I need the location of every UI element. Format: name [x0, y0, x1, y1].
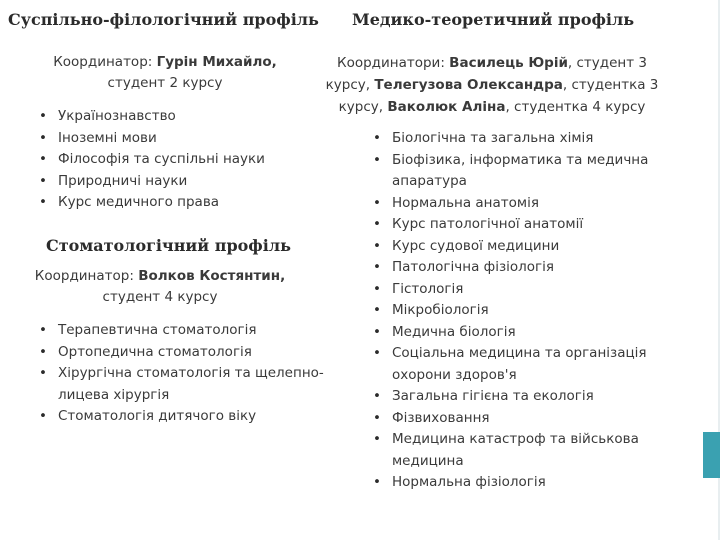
list-item: • Фізвиховання — [370, 408, 670, 430]
coordinator-name: Волков Костянтин, — [138, 268, 286, 284]
list-item: • Нормальна анатомія — [370, 193, 670, 215]
list-item: • Курс патологічної анатомії — [370, 214, 670, 236]
heading-dental-profile: Стоматологічний профіль — [46, 236, 291, 255]
coordinator-name: Гурін Михайло, — [156, 54, 277, 70]
list-item: • Загальна гігієна та екологія — [370, 386, 670, 408]
list-item: • Патологічна фізіологія — [370, 257, 670, 279]
coordinator-prefix: Координатор: — [34, 268, 139, 284]
list-item: • Соціальна медицина та організація охорони здоров'я — [370, 343, 670, 386]
coordinators-medical-theory — [314, 52, 670, 118]
list-item: • Українознавство — [36, 106, 316, 128]
list-item: • Нормальна фізіологія — [370, 472, 670, 494]
coordinator-name: Телегузова Олександра — [374, 77, 563, 93]
list-item: • Медична біологія — [370, 322, 670, 344]
list-item: • Філософія та суспільні науки — [36, 149, 316, 171]
heading-medical-theory-profile: Медико-теоретичний профіль — [352, 10, 635, 29]
accent-bar — [703, 432, 720, 478]
list-item: • Мікробіологія — [370, 300, 670, 322]
coordinator-year: студент 2 курсу — [107, 75, 223, 91]
list-item: • Терапевтична стоматологія — [36, 320, 346, 342]
list-item: • Природничі науки — [36, 171, 316, 193]
coordinator-name: Василець Юрій — [449, 55, 568, 71]
list-item: • Ортопедична стоматологія — [36, 342, 346, 364]
coordinator-role: , студент 3 курсу, — [325, 55, 647, 93]
philology-subject-list — [36, 106, 316, 214]
list-item: • Хірургічна стоматологія та щелепно-лицева хірургія — [36, 363, 346, 406]
heading-philology-profile: Суспільно-філологічний профіль — [8, 10, 319, 29]
dental-subject-list — [36, 320, 346, 428]
coordinator-role: , студентка 3 курсу, — [338, 77, 659, 115]
coordinators-prefix: Координатори: — [336, 55, 450, 71]
coordinator-role: , студентка 4 курсу — [505, 99, 646, 115]
list-item: • Медицина катастроф та військова медицина — [370, 429, 670, 472]
coordinator-name: Ваколюк Аліна — [387, 99, 506, 115]
list-item: • Курс судової медицини — [370, 236, 670, 258]
list-item: • Стоматологія дитячого віку — [36, 406, 346, 428]
list-item: • Курс медичного права — [36, 192, 316, 214]
coordinator-dental — [20, 266, 300, 308]
list-item: • Біофізика, інформатика та медична апаратура — [370, 150, 670, 193]
medical-theory-subject-list — [370, 128, 670, 494]
list-item: • Іноземні мови — [36, 128, 316, 150]
coordinator-year: студент 4 курсу — [102, 289, 218, 305]
coordinator-philology — [20, 52, 310, 94]
list-item: • Біологічна та загальна хімія — [370, 128, 670, 150]
list-item: • Гістологія — [370, 279, 670, 301]
coordinator-prefix: Координатор: — [53, 54, 157, 70]
